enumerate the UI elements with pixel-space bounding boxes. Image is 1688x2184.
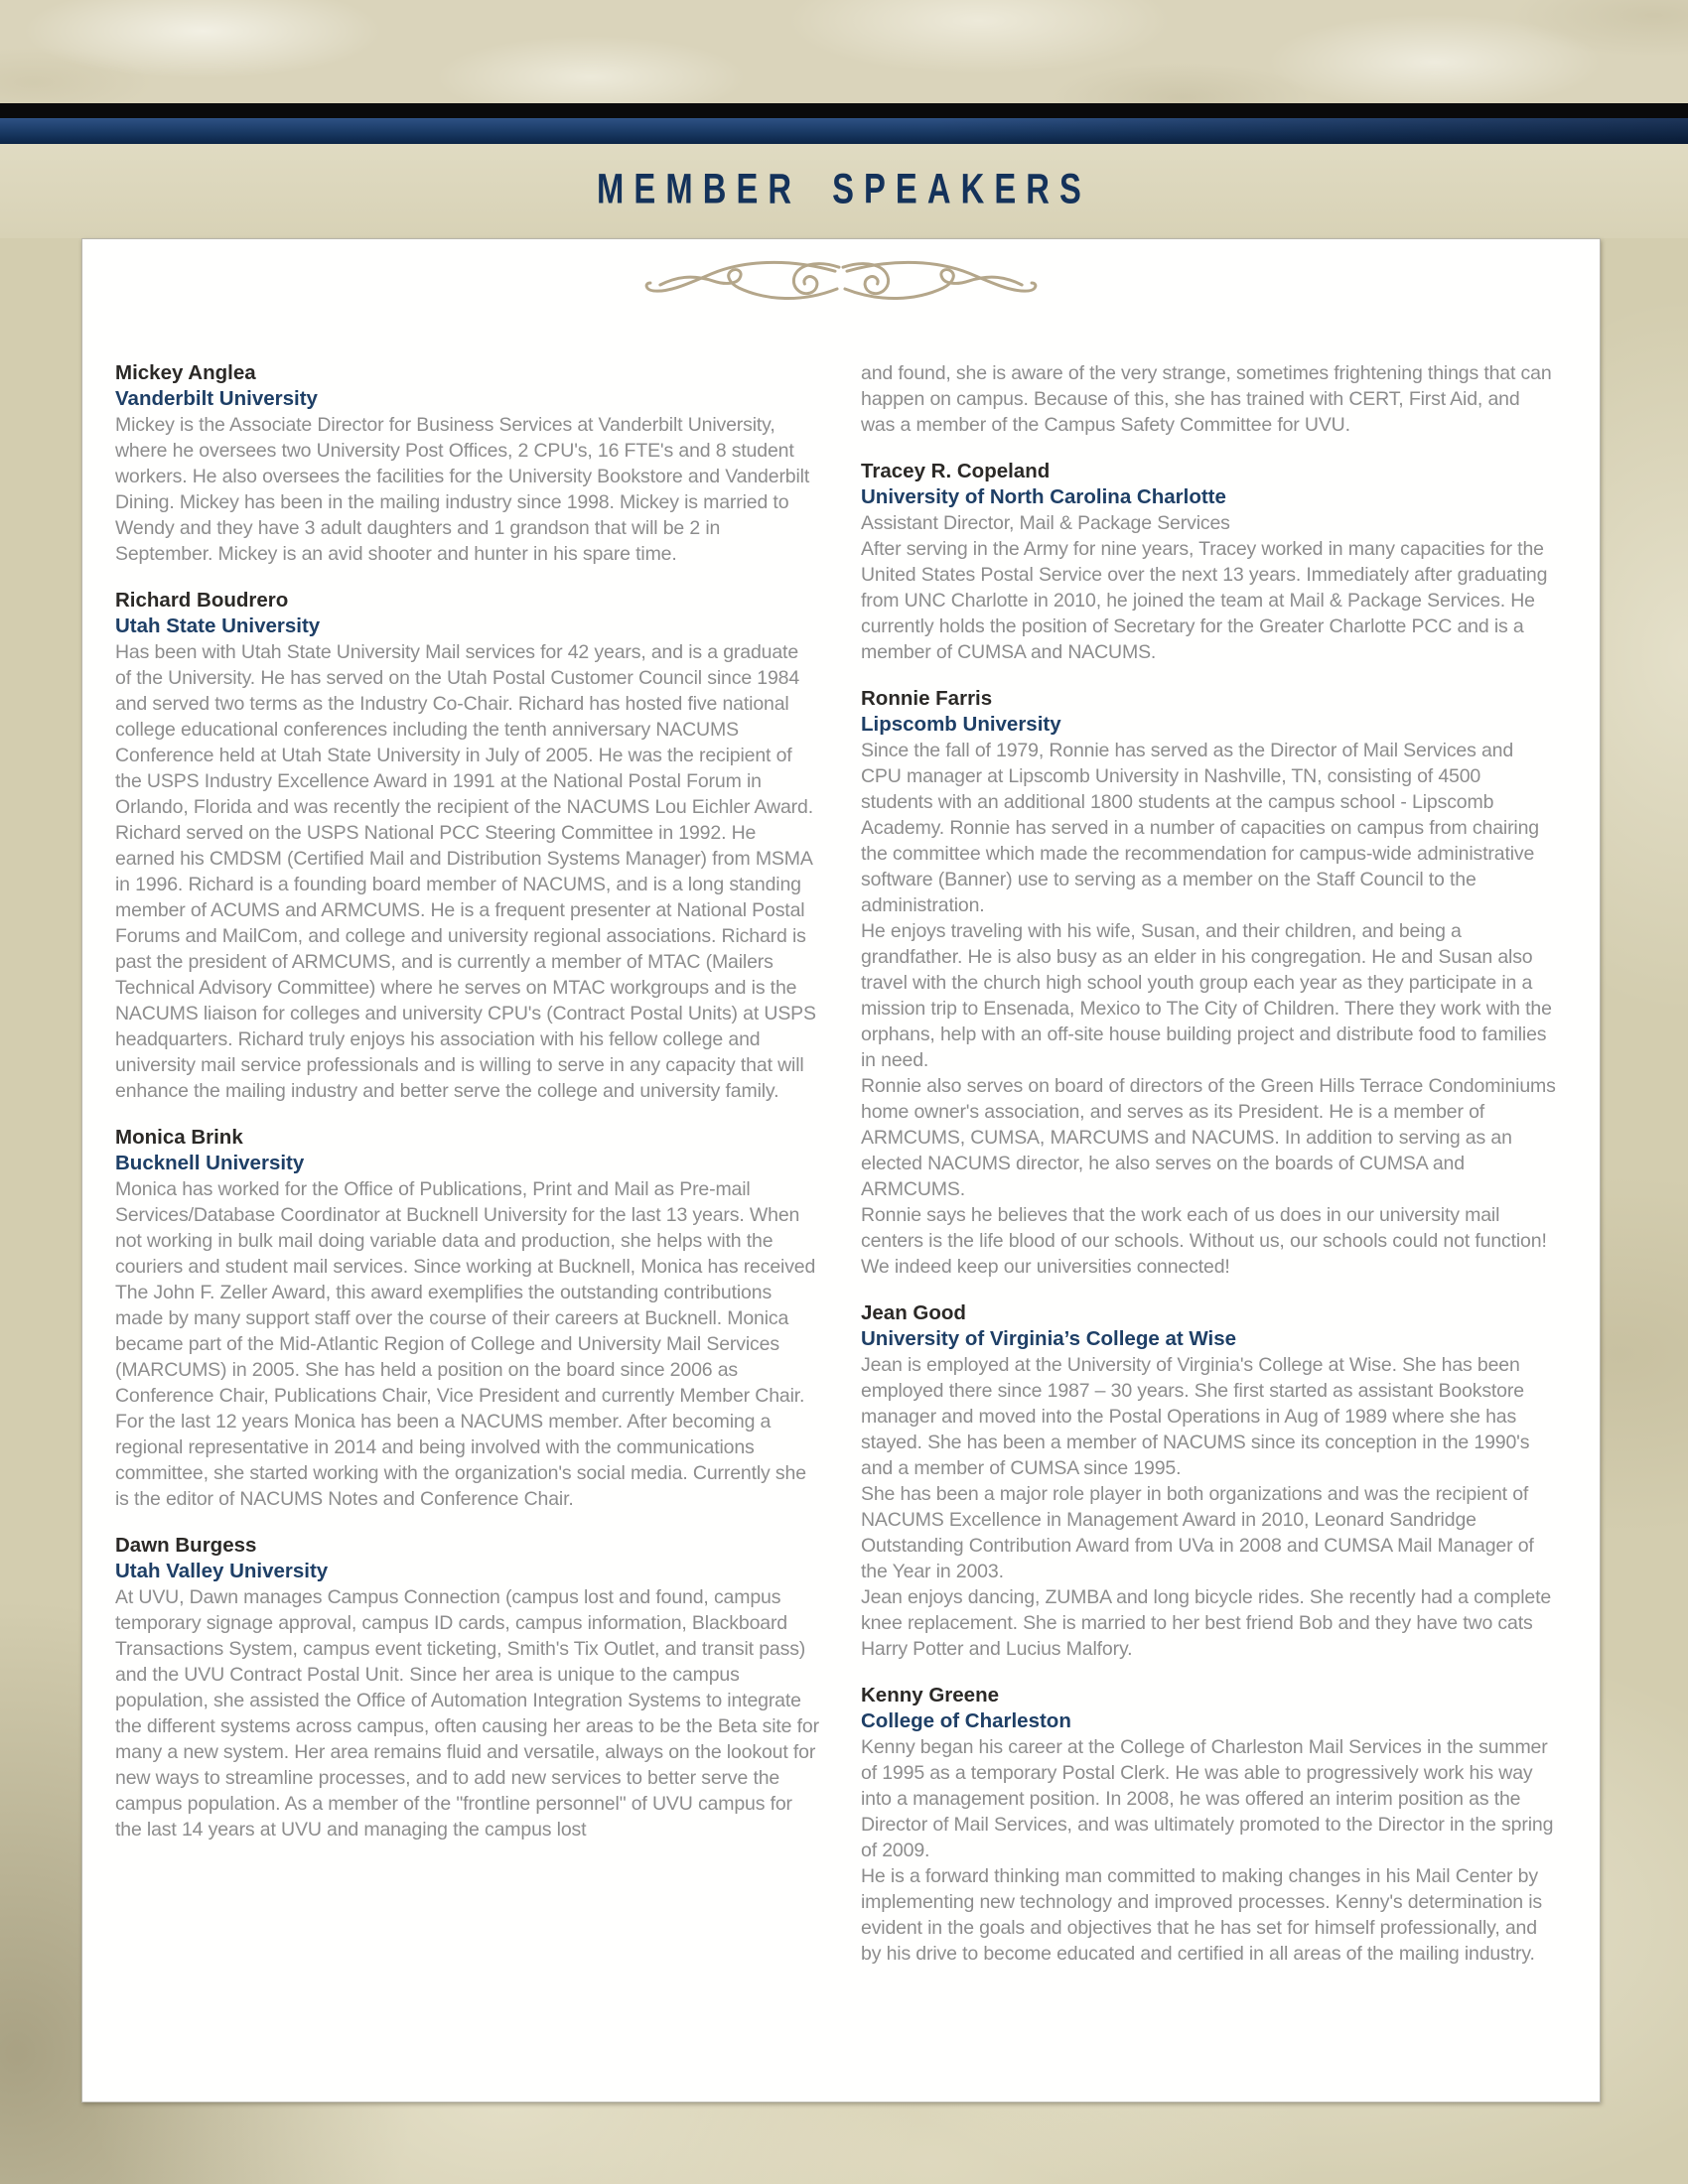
bio-paragraph: At UVU, Dawn manages Campus Connection (campus lost and found, campus temporary signage approval, campus ID cards, campus information, Blackboard Transactions System, campus event ticketing, Smith's Tix Outlet, and transit pass) and the UVU Contract Postal Unit. Since her area is unique to the campus population, she assisted the Office of Automation Integration Systems to integrate the different systems across campus, often causing her areas to be the Beta site for many a new system. Her area remains fluid and versatile, always on the lookout for new ways to streamline processes, and to add new services to better serve the campus population. As a member of the "frontline personnel" of UVU campus for the last 14 years at UVU and managing the campus lost bbox=[115, 1586, 819, 1841]
speaker-name: Dawn Burgess bbox=[115, 1534, 257, 1557]
speaker-name: Kenny Greene bbox=[861, 1684, 999, 1706]
content-panel bbox=[81, 238, 1601, 2103]
header-black-bar bbox=[0, 103, 1688, 118]
bio-paragraph: He enjoys traveling with his wife, Susan, and their children, and being a grandfather. He is also busy as an elder in his congregation. He and Susan also travel with the church high school youth group each year as they participate in a mission trip to Ensenada, Mexico to The City of Children. There they work with the orphans, help with an off-site house building project and distribute food to families in need. bbox=[861, 920, 1552, 1071]
right-column bbox=[861, 360, 1556, 1967]
top-texture-band bbox=[0, 0, 1688, 103]
bio-paragraph: and found, she is aware of the very strange, sometimes frightening things that can happen on campus. Because of this, she has trained with CERT, First Aid, and was a member of the Campus Safety Committee for UVU. bbox=[861, 362, 1552, 436]
speaker-name: Richard Boudrero bbox=[115, 589, 289, 612]
bio-paragraph: Has been with Utah State University Mail services for 42 years, and is a graduate of the University. He has served on the Utah Postal Customer Council since 1984 and served two terms as the Industry Co-Chair. Richard has hosted five national college educational conferences including the tenth anniversary NACUMS Conference held at Utah State University in July of 2005. He was the recipient of the USPS Industry Excellence Award in 1991 at the National Postal Forum in Orlando, Florida and was recently the recipient of the NACUMS Lou Eichler Award. Richard served on the USPS National PCC Steering Committee in 1992. He earned his CMDSM (Certified Mail and Distribution Systems Manager) from MSMA in 1996. Richard is a founding board member of NACUMS, and is a long standing member of ACUMS and ARMCUMS. He is a frequent presenter at National Postal Forums and MailCom, and college and university regional associations. Richard is past the president of ARMCUMS, and is currently a member of MTAC (Mailers Technical Advisory Committee) where he serves on MTAC workgroups and is the NACUMS liaison for colleges and university CPU's (Contract Postal Units) at USPS headquarters. Richard truly enjoys his association with his fellow college and university mail service professionals and is willing to serve in any capacity that will enhance the mailing industry and better serve the college and university family. bbox=[115, 641, 816, 1102]
bio-paragraph: She has been a major role player in both organizations and was the recipient of NACUMS Excellence in Management Award in 2010, Leonard Sandridge Outstanding Contribution Award from UVa in 2008 and CUMSA Mail Manager of the Year in 2003. bbox=[861, 1483, 1534, 1582]
left-column bbox=[115, 360, 819, 1843]
flourish-ornament bbox=[644, 255, 1038, 315]
speaker-name: Mickey Anglea bbox=[115, 361, 256, 384]
bio-paragraph: Jean enjoys dancing, ZUMBA and long bicycle rides. She recently had a complete knee replacement. She is married to her best friend Bob and they have two cats Harry Potter and Lucius Malfory. bbox=[861, 1586, 1552, 1660]
bio-paragraph: After serving in the Army for nine years, Tracey worked in many capacities for the United States Postal Service over the next 13 years. Immediately after graduating from UNC Charlotte in 2010, he joined the team at Mail & Package Services. He currently holds the position of Secretary for the Greater Charlotte PCC and is a member of CUMSA and NACUMS. bbox=[861, 538, 1548, 663]
title-band bbox=[0, 144, 1688, 238]
bio-paragraph: Since the fall of 1979, Ronnie has served as the Director of Mail Services and CPU manager at Lipscomb University in Nashville, TN, consisting of 4500 students with an additional 1800 students at the campus school - Lipscomb Academy. Ronnie has served in a number of capacities on campus from chairing the committee which made the recommendation for campus-wide administrative software (Banner) use to serving as a member on the Staff Council to the administration. bbox=[861, 740, 1540, 916]
bio-paragraph: Kenny began his career at the College of Charleston Mail Services in the summer of 1995 as a temporary Postal Clerk. He was able to progressively work his way into a management position. In 2008, he was offered an interim position as the Director of Mail Services, and was ultimately promoted to the Director in the spring of 2009. bbox=[861, 1736, 1554, 1861]
speaker-bio bbox=[861, 1300, 1556, 1662]
speaker-university: University of Virginia’s College at Wise bbox=[861, 1327, 1237, 1350]
speaker-university: Lipscomb University bbox=[861, 713, 1061, 736]
speaker-university: Utah State University bbox=[115, 614, 321, 637]
bio-paragraph: Jean is employed at the University of Virginia's College at Wise. She has been employed there since 1987 – 30 years. She first started as assistant Bookstore manager and moved into the Postal Operations in Aug of 1989 where she has stayed. She has been a member of NACUMS since its conception in the 1990's and a member of CUMSA since 1995. bbox=[861, 1354, 1530, 1479]
bio-paragraph: Ronnie says he believes that the work each of us does in our university mail centers is the life blood of our schools. Without us, our schools could not function! We indeed keep our universities connected! bbox=[861, 1204, 1547, 1278]
speaker-role: Assistant Director, Mail & Package Services bbox=[861, 512, 1230, 534]
page-title: MEMBER SPEAKERS bbox=[597, 166, 1091, 213]
bio-paragraph: He is a forward thinking man committed to making changes in his Mail Center by implementing new technology and improved processes. Kenny's determination is evident in the goals and objectives that he has set for himself professionally, and by his drive to become educated and certified in all areas of the mailing industry. bbox=[861, 1865, 1543, 1965]
speaker-university: University of North Carolina Charlotte bbox=[861, 485, 1226, 508]
speaker-bio bbox=[115, 1125, 819, 1512]
speaker-name: Tracey R. Copeland bbox=[861, 460, 1051, 482]
speaker-university: Vanderbilt University bbox=[115, 387, 318, 410]
bio-paragraph: Mickey is the Associate Director for Business Services at Vanderbilt University, where he oversees two University Post Offices, 2 CPU's, 16 FTE's and 8 student workers. He also oversees the facilities for the University Bookstore and Vanderbilt Dining. Mickey has been in the mailing industry since 1998. Mickey is married to Wendy and they have 3 adult daughters and 1 grandson that will be 2 in September. Mickey is an avid shooter and hunter in his spare time. bbox=[115, 414, 810, 565]
speaker-bio bbox=[115, 1533, 819, 1843]
speaker-name: Monica Brink bbox=[115, 1126, 243, 1149]
speaker-bio bbox=[115, 588, 819, 1104]
speaker-bio bbox=[861, 1683, 1556, 1967]
speaker-university: Utah Valley University bbox=[115, 1560, 329, 1582]
bio-paragraph: Monica has worked for the Office of Publications, Print and Mail as Pre-mail Services/Database Coordinator at Bucknell University for the last 13 years. When not working in bulk mail doing variable data and production, she helps with the couriers and student mail services. Since working at Bucknell, Monica has received The John F. Zeller Award, this award exemplifies the outstanding contributions made by many support staff over the course of their careers at Bucknell. Monica became part of the Mid-Atlantic Region of College and University Mail Services (MARCUMS) in 2005. She has held a position on the board since 2006 as Conference Chair, Publications Chair, Vice President and currently Member Chair. For the last 12 years Monica has been a NACUMS member. After becoming a regional representative in 2014 and being involved with the communications committee, she started working with the organization's social media. Currently she is the editor of NACUMS Notes and Conference Chair. bbox=[115, 1178, 816, 1510]
speaker-university: College of Charleston bbox=[861, 1709, 1071, 1732]
speaker-name: Ronnie Farris bbox=[861, 687, 993, 710]
speaker-bio bbox=[115, 360, 819, 567]
speaker-university: Bucknell University bbox=[115, 1152, 305, 1174]
bio-continuation bbox=[861, 360, 1556, 438]
speaker-name: Jean Good bbox=[861, 1301, 966, 1324]
speaker-bio bbox=[861, 686, 1556, 1280]
speaker-bio bbox=[861, 459, 1556, 665]
bio-paragraph: Ronnie also serves on board of directors of the Green Hills Terrace Condominiums home owner's association, and serves as its President. He is a member of ARMCUMS, CUMSA, MARCUMS and NACUMS. In addition to serving as an elected NACUMS director, he also serves on the boards of CUMSA and ARMCUMS. bbox=[861, 1075, 1556, 1200]
